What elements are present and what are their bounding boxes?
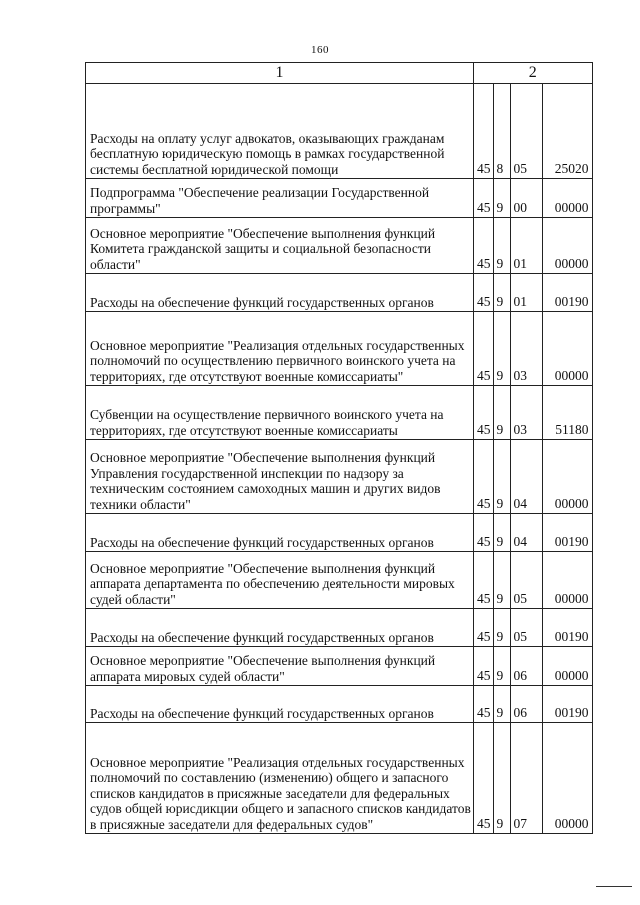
row-code-c: 03	[510, 312, 542, 386]
row-code-d: 00000	[542, 312, 592, 386]
table-row	[86, 312, 593, 386]
table-row	[86, 84, 593, 179]
header-col-2: 2	[474, 63, 593, 84]
row-name: Основное мероприятие "Обеспечение выполнения функций аппарата департамента по обеспечению деятельности мировых судей области"	[86, 552, 474, 609]
row-code-c: 06	[510, 647, 542, 686]
row-name: Субвенции на осуществление первичного воинского учета на территориях, где отсутствуют военные комиссариаты	[86, 386, 474, 440]
row-name: Основное мероприятие "Обеспечение выполнения функций аппарата мировых судей области"	[86, 647, 474, 686]
row-code-d: 00000	[542, 647, 592, 686]
scan-corner-mark	[596, 886, 632, 887]
row-code-a: 45	[474, 440, 494, 514]
table-row	[86, 647, 593, 686]
row-code-c: 01	[510, 274, 542, 312]
row-code-a: 45	[474, 386, 494, 440]
row-code-c: 04	[510, 440, 542, 514]
row-code-b: 9	[493, 179, 510, 218]
row-code-d: 00000	[542, 552, 592, 609]
row-code-c: 07	[510, 723, 542, 834]
row-code-b: 9	[493, 647, 510, 686]
row-code-a: 45	[474, 647, 494, 686]
row-code-c: 06	[510, 686, 542, 723]
row-code-a: 45	[474, 274, 494, 312]
row-code-c: 00	[510, 179, 542, 218]
table-row	[86, 179, 593, 218]
row-code-b: 8	[493, 84, 510, 179]
row-name: Основное мероприятие "Реализация отдельных государственных полномочий по составлению (изменению) общего и запасного списков кандидатов в присяжные заседатели для федеральных судов общей юрисдикции общего и запасного списков кандидатов в присяжные заседатели для федеральных судов"	[86, 723, 474, 834]
table-row	[86, 274, 593, 312]
row-code-d: 00000	[542, 179, 592, 218]
row-code-c: 05	[510, 609, 542, 647]
row-code-d: 00190	[542, 609, 592, 647]
table-row	[86, 552, 593, 609]
row-code-b: 9	[493, 386, 510, 440]
row-code-a: 45	[474, 218, 494, 274]
row-name: Расходы на обеспечение функций государственных органов	[86, 686, 474, 723]
table-row	[86, 723, 593, 834]
row-code-b: 9	[493, 609, 510, 647]
row-code-c: 04	[510, 514, 542, 552]
page-number: 160	[311, 44, 329, 56]
row-code-b: 9	[493, 312, 510, 386]
row-code-a: 45	[474, 179, 494, 218]
row-code-a: 45	[474, 609, 494, 647]
row-code-c: 01	[510, 218, 542, 274]
table-row	[86, 386, 593, 440]
row-code-a: 45	[474, 686, 494, 723]
row-code-a: 45	[474, 552, 494, 609]
row-name: Расходы на обеспечение функций государственных органов	[86, 274, 474, 312]
row-code-d: 00190	[542, 274, 592, 312]
row-code-b: 9	[493, 723, 510, 834]
row-code-d: 25020	[542, 84, 592, 179]
row-code-d: 00000	[542, 218, 592, 274]
row-code-b: 9	[493, 686, 510, 723]
row-code-c: 05	[510, 552, 542, 609]
row-code-c: 05	[510, 84, 542, 179]
row-code-a: 45	[474, 84, 494, 179]
row-code-c: 03	[510, 386, 542, 440]
table-row	[86, 218, 593, 274]
row-code-a: 45	[474, 312, 494, 386]
row-name: Основное мероприятие "Обеспечение выполнения функций Управления государственной инспекции по надзору за техническим состоянием самоходных машин и других видов техники области"	[86, 440, 474, 514]
row-code-a: 45	[474, 723, 494, 834]
row-name: Основное мероприятие "Обеспечение выполнения функций Комитета гражданской защиты и социальной безопасности области"	[86, 218, 474, 274]
row-code-a: 45	[474, 514, 494, 552]
row-code-d: 00190	[542, 514, 592, 552]
row-code-b: 9	[493, 440, 510, 514]
row-code-d: 00000	[542, 440, 592, 514]
row-name: Основное мероприятие "Реализация отдельных государственных полномочий по осуществлению первичного воинского учета на территориях, где отсутствуют военные комиссариаты"	[86, 312, 474, 386]
table-row	[86, 686, 593, 723]
table-header-row	[86, 63, 593, 84]
row-code-b: 9	[493, 552, 510, 609]
row-name: Расходы на оплату услуг адвокатов, оказывающих гражданам бесплатную юридическую помощь в рамках государственной системы бесплатной юридической помощи	[86, 84, 474, 179]
row-name: Расходы на обеспечение функций государственных органов	[86, 514, 474, 552]
row-code-b: 9	[493, 218, 510, 274]
row-code-b: 9	[493, 274, 510, 312]
table-row	[86, 440, 593, 514]
header-col-1: 1	[86, 63, 474, 84]
row-code-d: 51180	[542, 386, 592, 440]
budget-classification-table	[85, 62, 593, 834]
row-name: Расходы на обеспечение функций государственных органов	[86, 609, 474, 647]
row-name: Подпрограмма "Обеспечение реализации Государственной программы"	[86, 179, 474, 218]
table-row	[86, 514, 593, 552]
row-code-d: 00190	[542, 686, 592, 723]
row-code-d: 00000	[542, 723, 592, 834]
row-code-b: 9	[493, 514, 510, 552]
table-row	[86, 609, 593, 647]
